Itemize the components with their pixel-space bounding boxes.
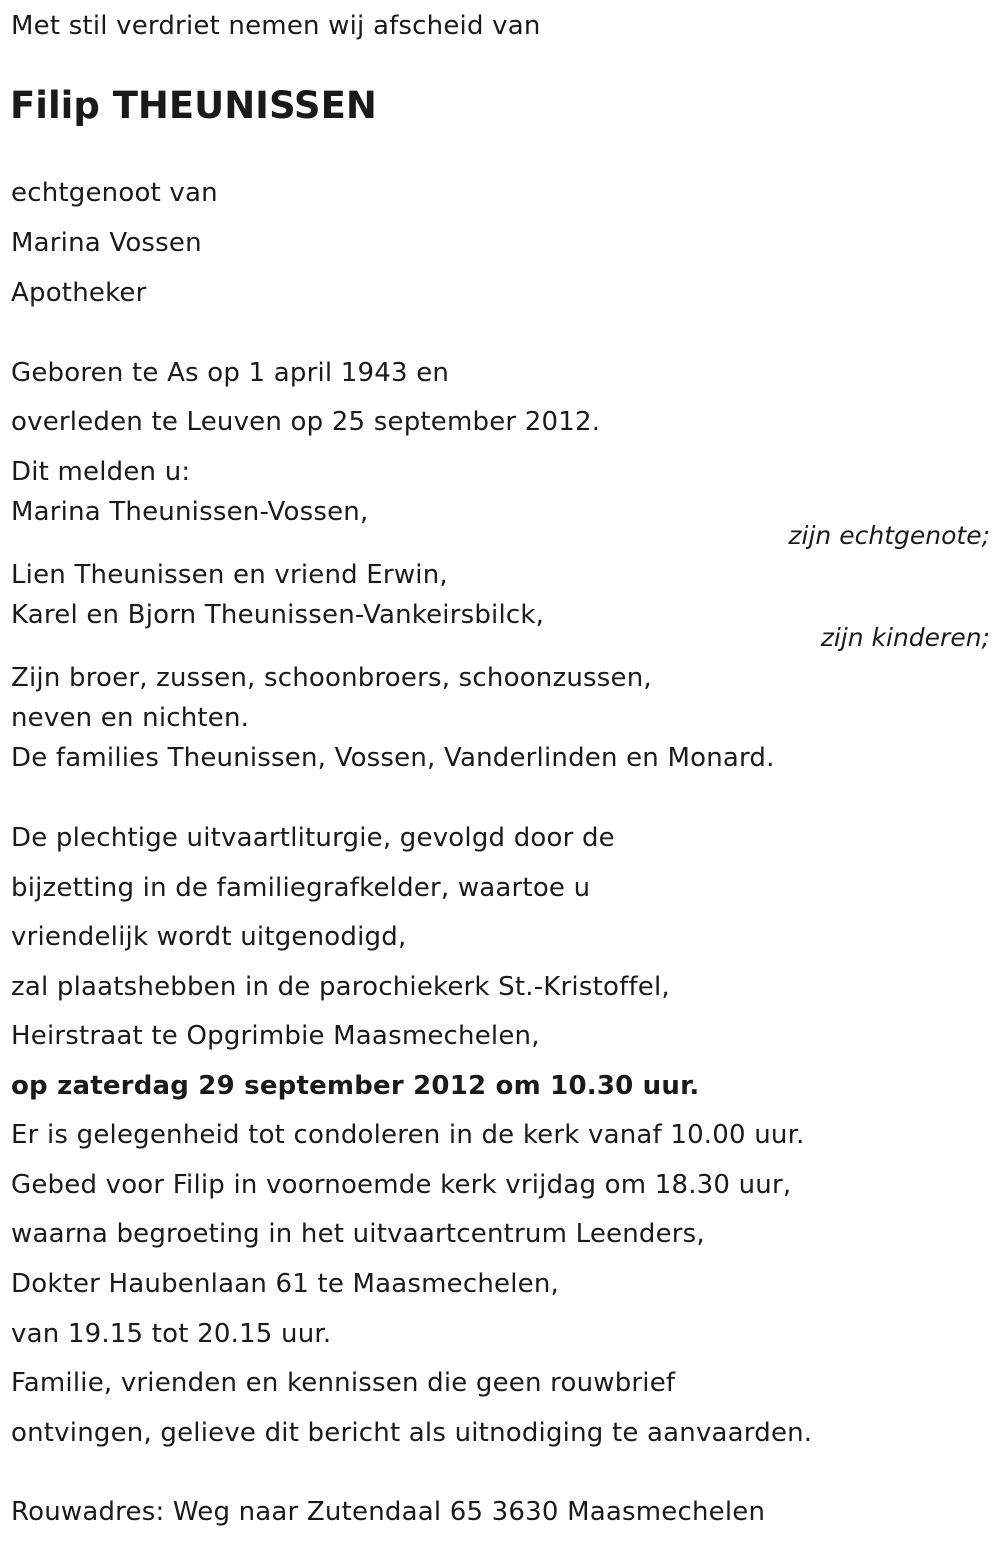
ceremony-line-11: van 19.15 tot 20.15 uur. xyxy=(11,1319,332,1349)
ceremony-line-5: Heirstraat te Opgrimbie Maasmechelen, xyxy=(11,1021,540,1051)
ceremony-line-8: Gebed voor Filip in voornoemde kerk vrijdag om 18.30 uur, xyxy=(11,1170,792,1200)
death-line: overleden te Leuven op 25 september 2012. xyxy=(11,407,601,437)
ceremony-line-7: Er is gelegenheid tot condoleren in de kerk vanaf 10.00 uur. xyxy=(11,1120,805,1150)
profession: Apotheker xyxy=(11,278,147,308)
deceased-name: Filip THEUNISSEN xyxy=(10,84,377,127)
birth-line: Geboren te As op 1 april 1943 en xyxy=(11,358,450,388)
spouse-name: Marina Vossen xyxy=(11,228,202,258)
announcer-spouse: Marina Theunissen-Vossen, xyxy=(11,497,369,527)
ceremony-line-10: Dokter Haubenlaan 61 te Maasmechelen, xyxy=(11,1269,560,1299)
intro-text: Met stil verdriet nemen wij afscheid van xyxy=(11,11,541,41)
children-role: zijn kinderen; xyxy=(820,623,990,652)
family-line-2: neven en nichten. xyxy=(11,703,250,733)
ceremony-line-12: Familie, vrienden en kennissen die geen rouwbrief xyxy=(11,1368,676,1398)
family-line-3: De families Theunissen, Vossen, Vanderlinden en Monard. xyxy=(11,743,775,773)
ceremony-line-1: De plechtige uitvaartliturgie, gevolgd door de xyxy=(11,823,615,853)
family-line-1: Zijn broer, zussen, schoonbroers, schoonzussen, xyxy=(11,663,652,693)
ceremony-line-13: ontvingen, gelieve dit bericht als uitnodiging te aanvaarden. xyxy=(11,1418,813,1448)
announcer-child-1: Lien Theunissen en vriend Erwin, xyxy=(11,560,448,590)
spouse-role: zijn echtgenote; xyxy=(788,521,990,550)
ceremony-line-9: waarna begroeting in het uitvaartcentrum Leenders, xyxy=(11,1219,705,1249)
ceremony-line-3: vriendelijk wordt uitgenodigd, xyxy=(11,922,407,952)
spouse-of-label: echtgenoot van xyxy=(11,178,218,208)
ceremony-line-4: zal plaatshebben in de parochiekerk St.-Kristoffel, xyxy=(11,972,670,1002)
ceremony-line-2: bijzetting in de familiegrafkelder, waartoe u xyxy=(11,873,591,903)
mourning-address: Rouwadres: Weg naar Zutendaal 65 3630 Maasmechelen xyxy=(11,1497,766,1527)
announcer-child-2: Karel en Bjorn Theunissen-Vankeirsbilck, xyxy=(11,600,545,630)
announcers-heading: Dit melden u: xyxy=(11,457,191,487)
ceremony-datetime: op zaterdag 29 september 2012 om 10.30 uur. xyxy=(11,1071,700,1101)
